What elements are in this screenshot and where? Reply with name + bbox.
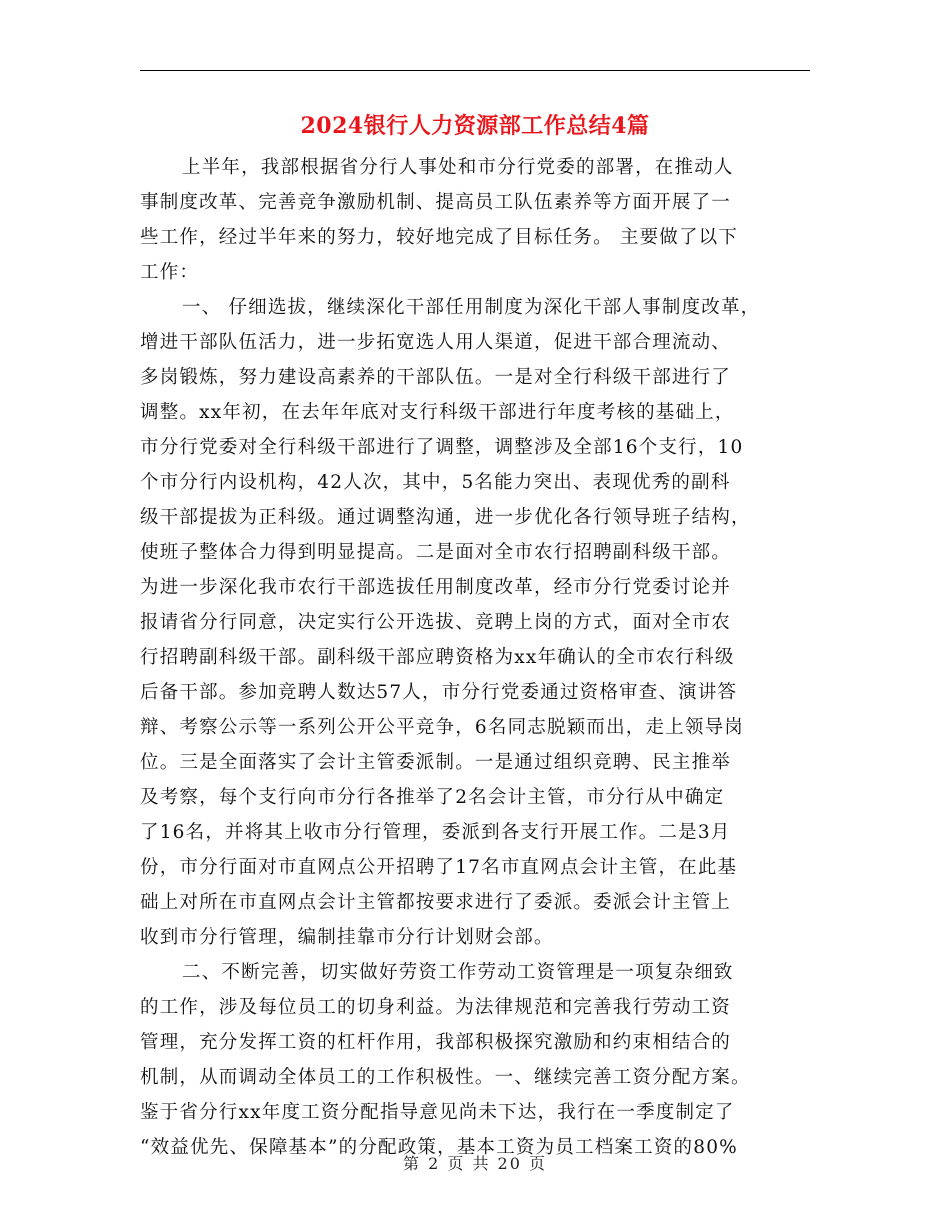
body-line: 了16名，并将其上收市分行管理，委派到各支行开展工作。二是3月 (140, 822, 731, 843)
body-line: 增进干部队伍活力，进一步拓宽选人用人渠道，促进干部合理流动、 (140, 332, 732, 353)
body-line: 调整。xx年初，在去年年底对支行科级干部进行年度考核的基础上， (140, 402, 735, 423)
body-line: 的工作，涉及每位员工的切身利益。为法律规范和完善我行劳动工资 (140, 997, 732, 1018)
body-line: 收到市分行管理，编制挂靠市分行计划财会部。 (140, 927, 554, 948)
body-line: 管理，充分发挥工资的杠杆作用，我部积极探究激励和约束相结合的 (140, 1032, 732, 1053)
body-line: 二、不断完善，切实做好劳资工作劳动工资管理是一项复杂细致 (182, 962, 734, 983)
body-line: “效益优先、保障基本”的分配政策，基本工资为员工档案工资的80% (140, 1137, 738, 1158)
body-line: 位。三是全面落实了会计主管委派制。一是通过组织竞聘、民主推举 (140, 752, 732, 773)
body-line: 报请省分行同意，决定实行公开选拔、竞聘上岗的方式，面对全市农 (140, 612, 732, 633)
body-line: 些工作，经过半年来的努力，较好地完成了目标任务。 主要做了以下 (140, 227, 739, 248)
body-line: 工作： (140, 262, 200, 283)
body-line: 机制，从而调动全体员工的工作积极性。一、继续完善工资分配方案。 (140, 1067, 751, 1088)
page-number-footer: 第 2 页 共 20 页 (403, 1154, 547, 1173)
body-line: 多岗锻炼，努力建设高素养的干部队伍。一是对全行科级干部进行了 (140, 367, 732, 388)
document-title: 2024银行人力资源部工作总结4篇 (300, 113, 650, 139)
body-line: 一、 仔细选拔，继续深化干部任用制度为深化干部人事制度改革， (182, 297, 761, 318)
body-line: 及考察，每个支行向市分行各推举了2名会计主管，市分行从中确定 (140, 787, 725, 808)
body-line: 辩、考察公示等一系列公开公平竞争，6名同志脱颖而出，走上领导岗 (140, 717, 744, 738)
body-line: 鉴于省分行xx年度工资分配指导意见尚未下达，我行在一季度制定了 (140, 1102, 735, 1123)
body-line: 级干部提拔为正科级。通过调整沟通，进一步优化各行领导班子结构， (140, 507, 751, 528)
body-line: 使班子整体合力得到明显提高。二是面对全市农行招聘副科级干部。 (140, 542, 732, 563)
body-line: 事制度改革、完善竞争激励机制、提高员工队伍素养等方面开展了一 (140, 192, 732, 213)
body-line: 个市分行内设机构，42人次，其中，5名能力突出、表现优秀的副科 (140, 472, 731, 493)
body-line: 后备干部。参加竞聘人数达57人，市分行党委通过资格审查、演讲答 (140, 682, 738, 703)
document-body (140, 150, 810, 1165)
body-line: 础上对所在市直网点会计主管都按要求进行了委派。委派会计主管上 (140, 892, 732, 913)
body-line: 为进一步深化我市农行干部选拔任用制度改革，经市分行党委讨论并 (140, 577, 732, 598)
body-line: 市分行党委对全行科级干部进行了调整，调整涉及全部16个支行，10 (140, 437, 744, 458)
body-line: 份，市分行面对市直网点公开招聘了17名市直网点会计主管，在此基 (140, 857, 738, 878)
body-line: 行招聘副科级干部。副科级干部应聘资格为xx年确认的全市农行科级 (140, 647, 735, 668)
body-line: 上半年，我部根据省分行人事处和市分行党委的部署，在推动人 (182, 157, 734, 178)
header-rule (140, 70, 810, 71)
